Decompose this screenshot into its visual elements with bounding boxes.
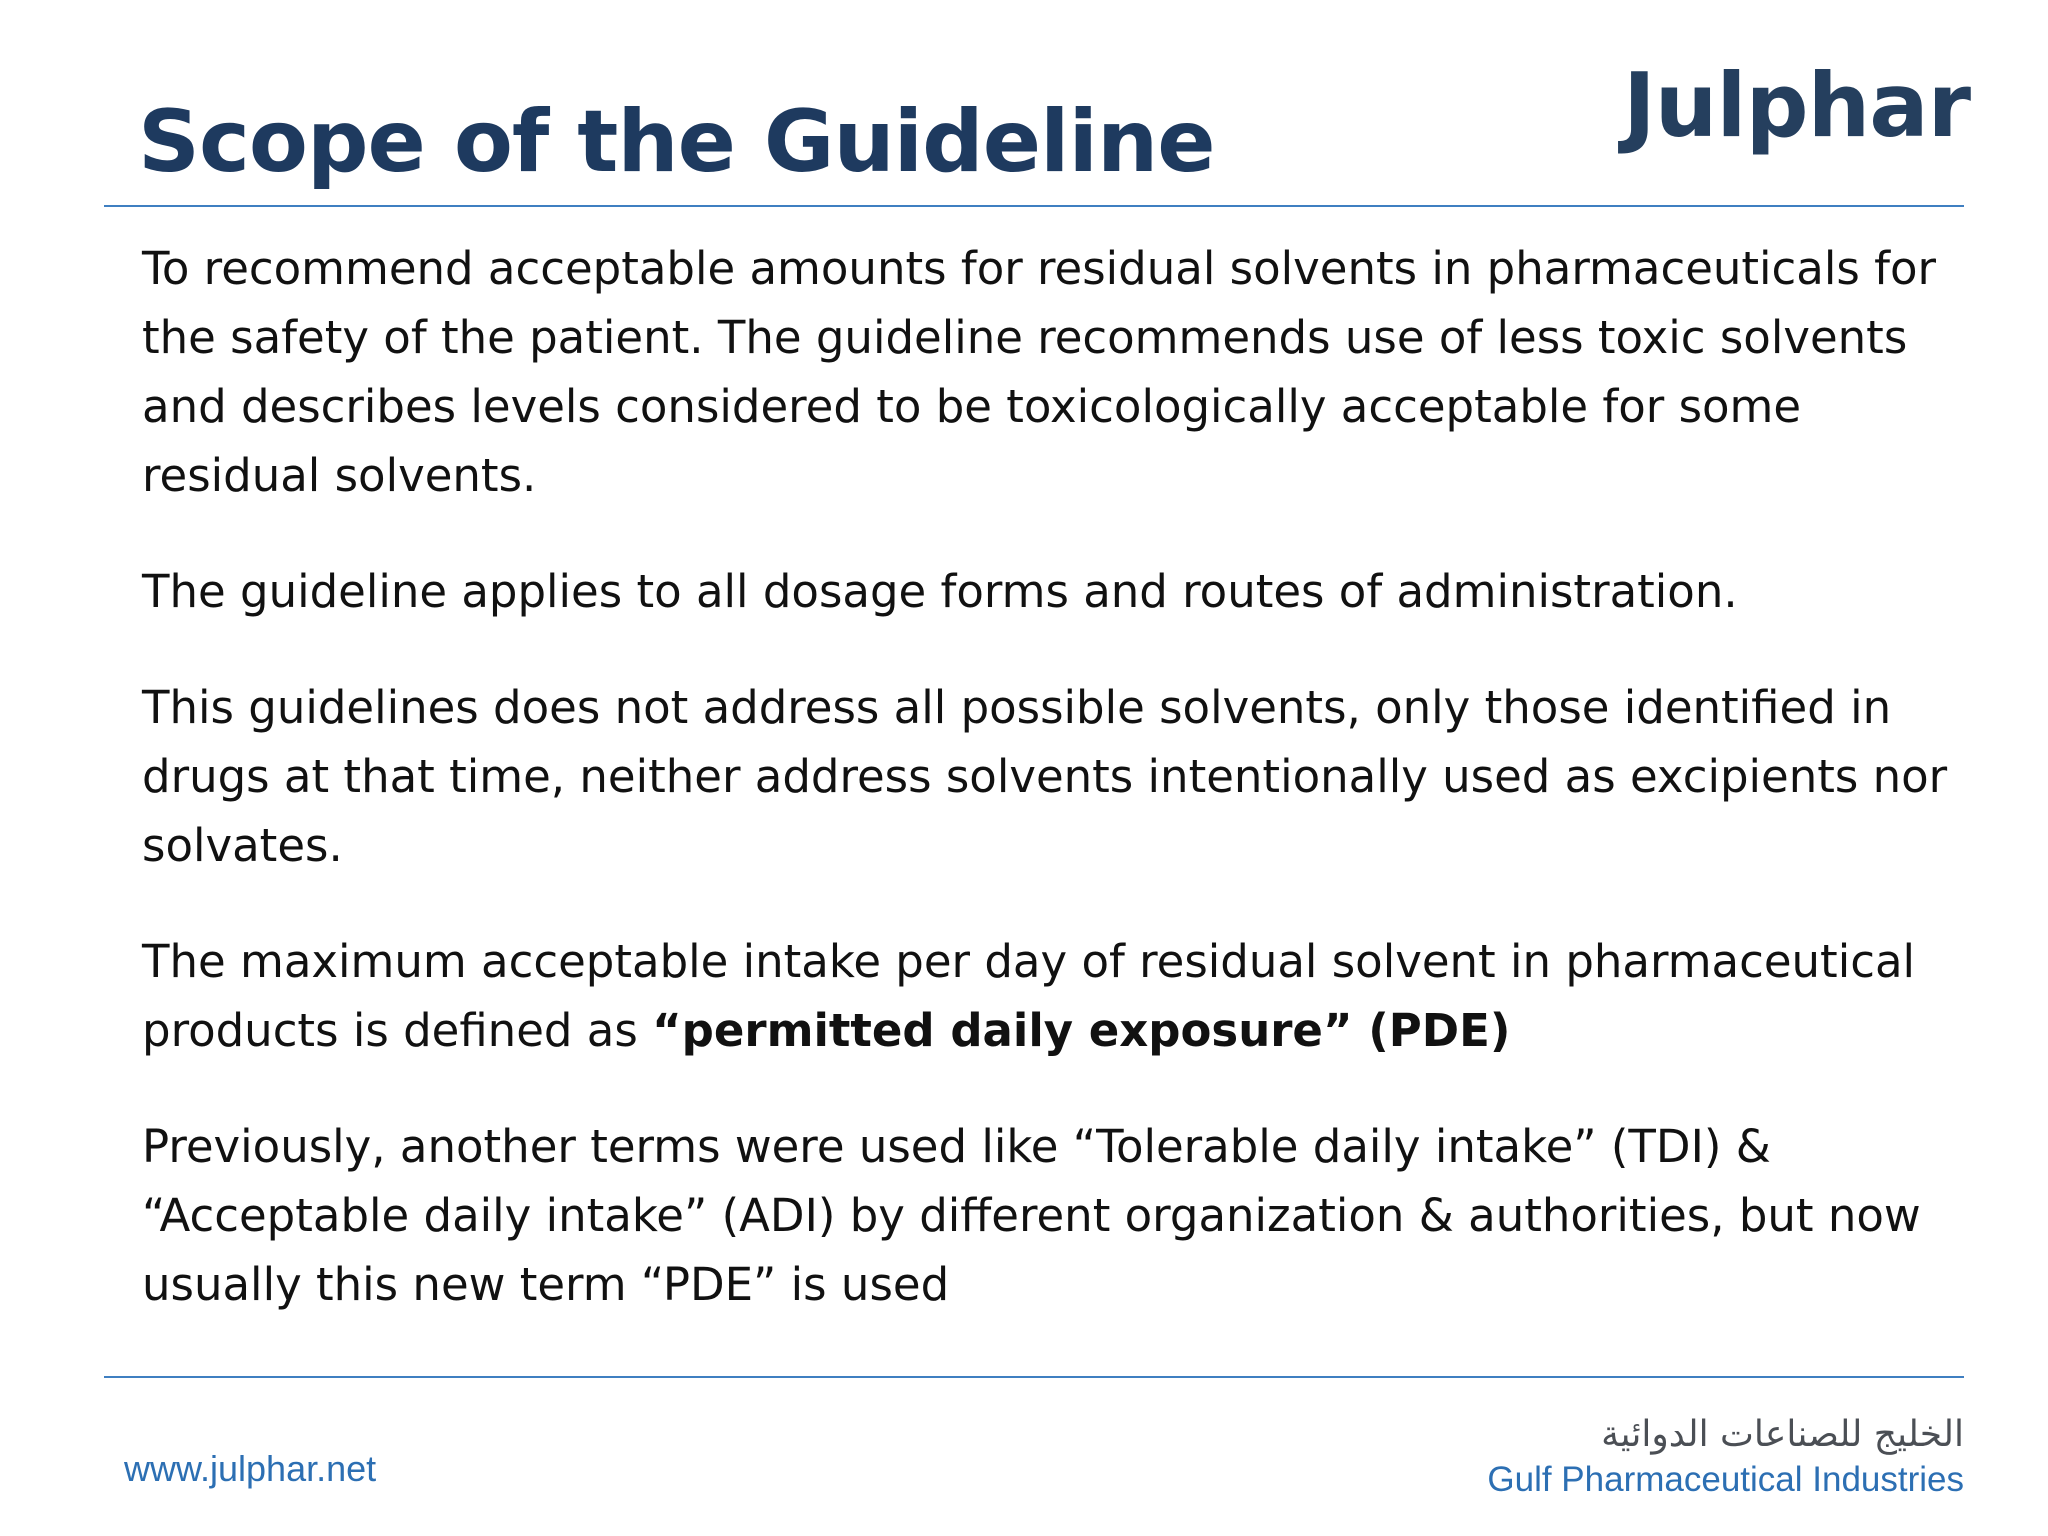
paragraph-pde-definition — [142, 927, 1962, 1065]
header-divider — [104, 205, 1964, 207]
slide-body — [142, 234, 1962, 1366]
pde-definition-text: The maximum acceptable intake per day of residual solvent in pharmaceutical products is defined as — [142, 935, 1916, 1057]
paragraph-limitations: This guidelines does not address all possible solvents, only those identified in drugs at that time, neither address solvents intentionally used as excipients nor solvates. — [142, 681, 1948, 872]
paragraph-dosage-forms: The guideline applies to all dosage forms and routes of administration. — [142, 565, 1738, 618]
website-link[interactable]: www.julphar.net — [124, 1448, 377, 1489]
julphar-logo: Julphar — [1623, 54, 1970, 157]
paragraph-scope-purpose: To recommend acceptable amounts for residual solvents in pharmaceuticals for the safety of the patient. The guideline recommends use of less toxic solvents and describes levels considered to be toxicologically acceptable for some residual solvents. — [142, 242, 1937, 502]
company-name-arabic: الخليج للصناعات الدوائية — [1601, 1414, 1964, 1455]
pde-term: “permitted daily exposure” (PDE) — [652, 1004, 1511, 1057]
footer-divider — [104, 1376, 1964, 1378]
company-name-english: Gulf Pharmaceutical Industries — [1487, 1460, 1964, 1499]
paragraph-previous-terms: Previously, another terms were used like “Tolerable daily intake” (TDI) & “Acceptable daily intake” (ADI) by different organization & authorities, but now usually this new term “PDE” is used — [142, 1120, 1921, 1311]
slide-title: Scope of the Guideline — [138, 92, 1215, 192]
